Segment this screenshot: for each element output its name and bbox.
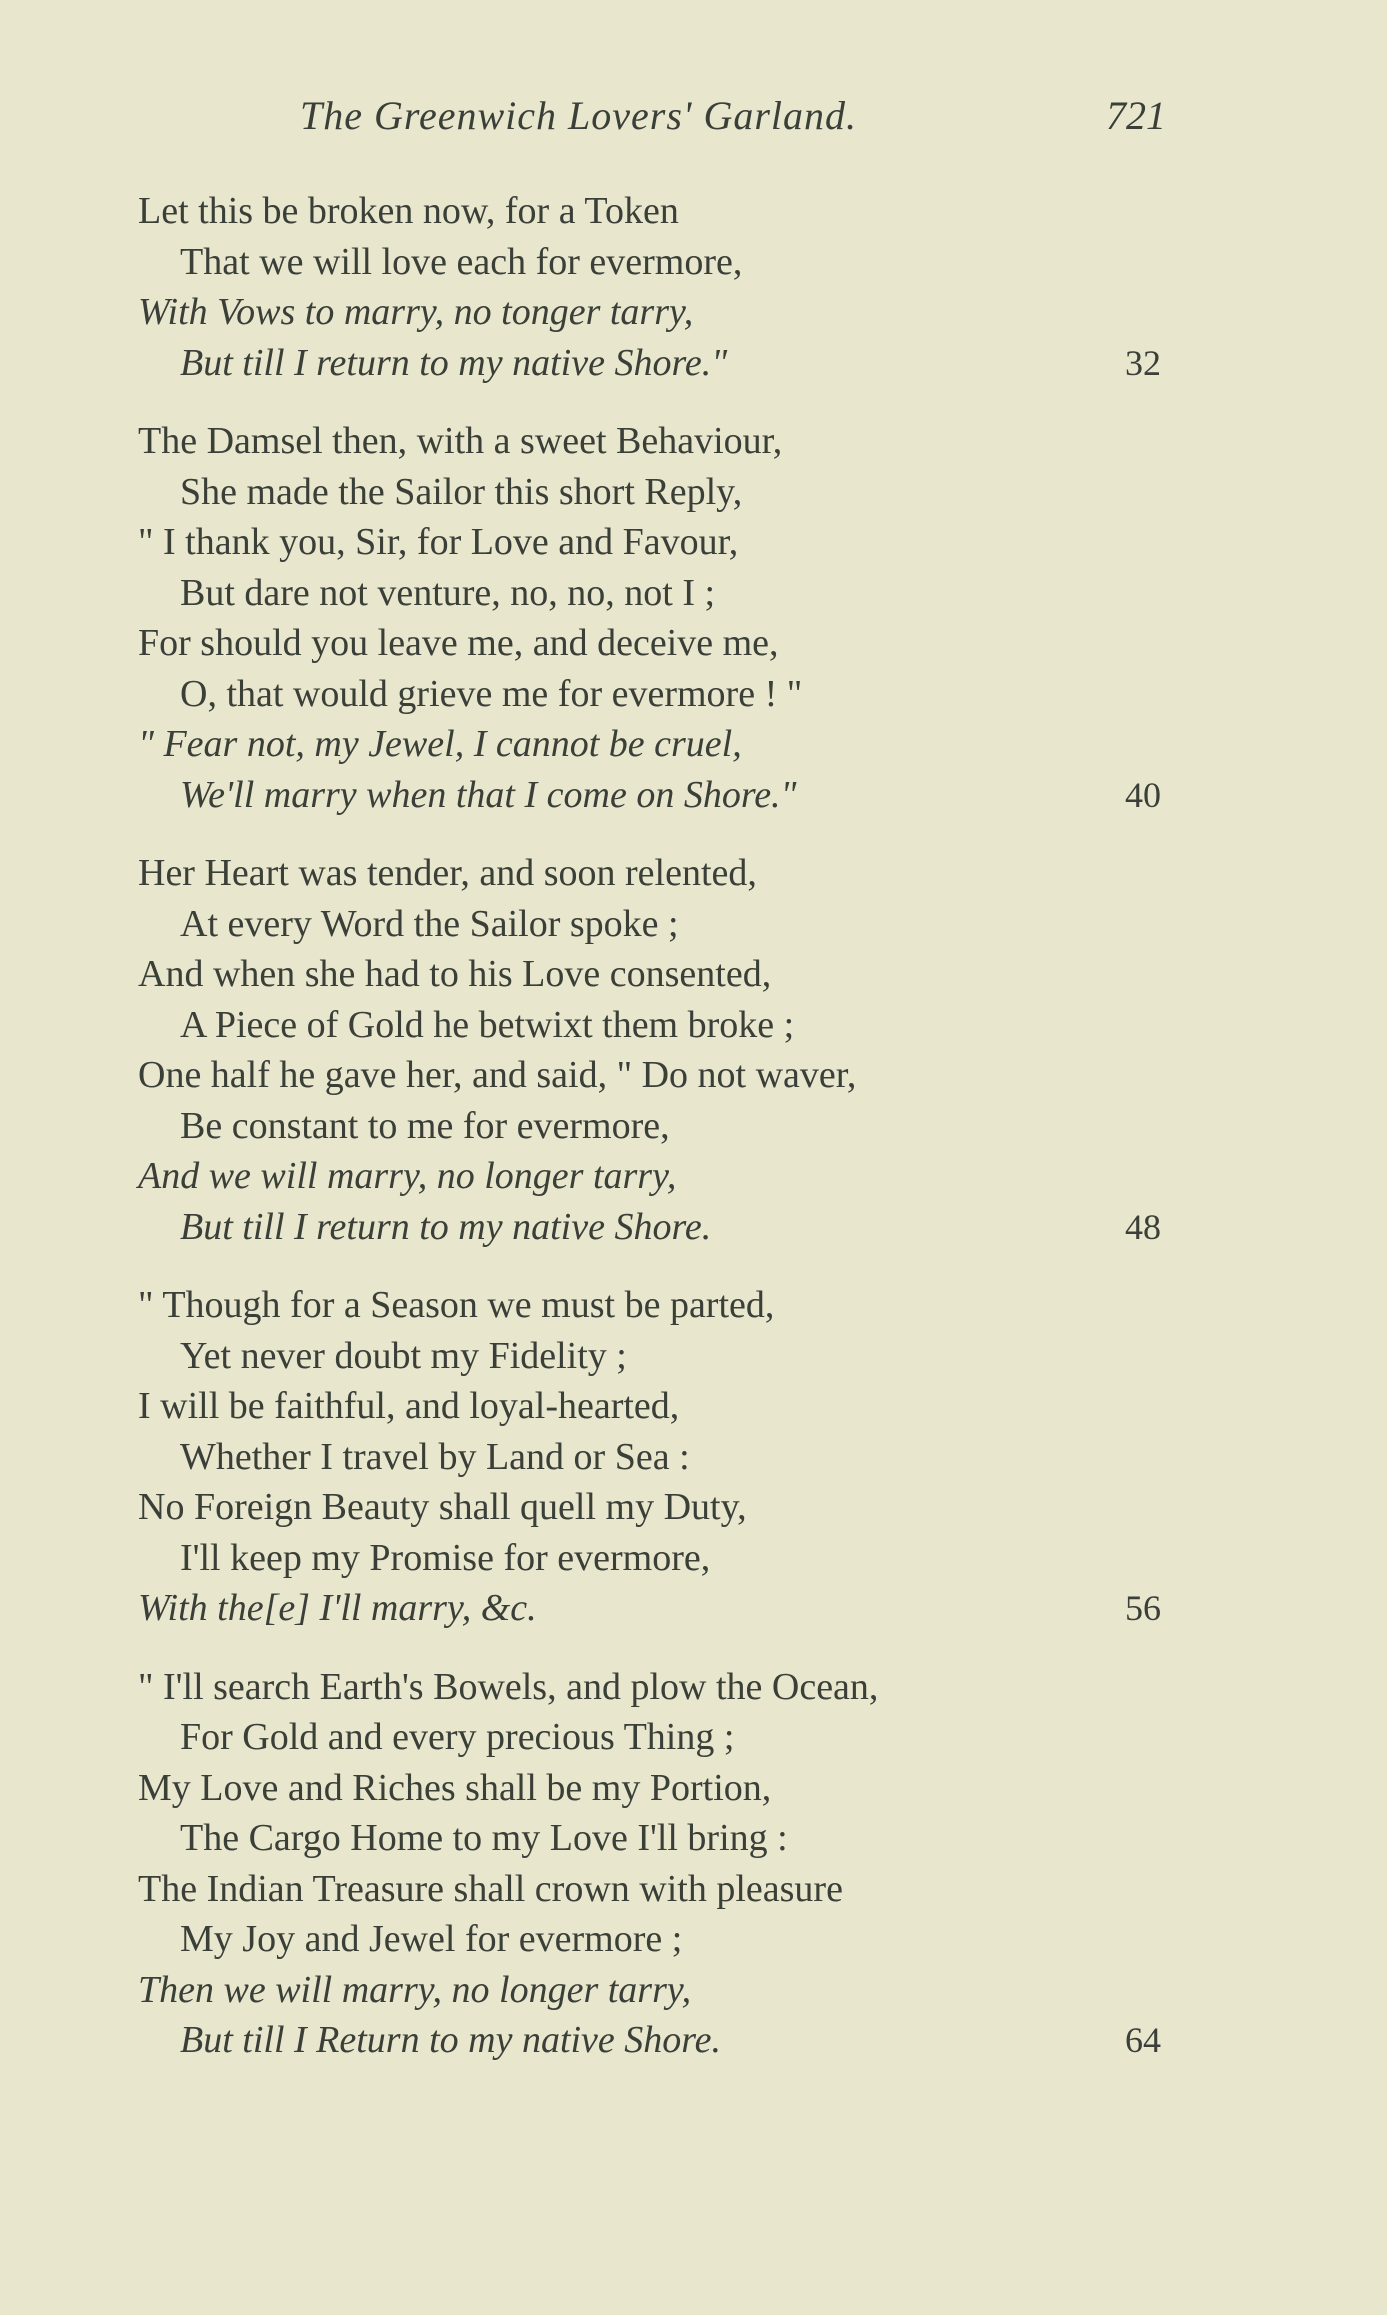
verse-line: Whether I travel by Land or Sea : — [180, 1435, 690, 1478]
verse-line: But till I Return to my native Shore. 64 — [138, 2015, 1258, 2066]
verse-line: And when she had to his Love consented, — [138, 953, 772, 995]
page-number: 721 — [1106, 93, 1166, 138]
verse-line: Be constant to me for evermore, — [180, 1104, 670, 1147]
poem — [138, 186, 1258, 2066]
verse-line: The Damsel then, with a sweet Behaviour, — [138, 420, 783, 462]
verse-line: The Indian Treasure shall crown with pleasure — [138, 1867, 843, 1910]
verse-line: " Fear not, my Jewel, I cannot be cruel, — [138, 723, 742, 765]
verse-line: Her Heart was tender, and soon relented, — [138, 852, 757, 894]
verse-line: She made the Sailor this short Reply, — [180, 470, 743, 513]
verse-line: My Love and Riches shall be my Portion, — [138, 1766, 772, 1809]
running-title: The Greenwich Lovers' Garland. — [300, 93, 858, 138]
verse-line: But dare not venture, no, no, not I ; — [180, 571, 716, 614]
line-number: 40 — [1125, 774, 1161, 815]
verse-line: " I'll search Earth's Bowels, and plow the Ocean, — [138, 1665, 879, 1708]
line-number: 56 — [1125, 1588, 1161, 1628]
verse-line: At every Word the Sailor spoke ; — [180, 902, 679, 945]
verse-line: I will be faithful, and loyal-hearted, — [138, 1385, 680, 1427]
verse-line: With the[e] I'll marry, &c. 56 — [138, 1583, 1258, 1634]
verse-line: A Piece of Gold he betwixt them broke ; — [180, 1003, 795, 1046]
verse-line: No Foreign Beauty shall quell my Duty, — [138, 1486, 747, 1528]
verse-line: But till I return to my native Shore. 48 — [138, 1202, 1258, 1253]
stanza — [138, 1662, 1258, 2066]
verse-line: With Vows to marry, no tonger tarry, — [138, 291, 694, 333]
verse-line: But till I return to my native Shore." 32 — [138, 338, 1258, 389]
verse-line: Let this be broken now, for a Token — [138, 190, 679, 232]
verse-line: That we will love each for evermore, — [180, 240, 743, 283]
verse-line: The Cargo Home to my Love I'll bring : — [180, 1817, 788, 1859]
line-number: 32 — [1125, 342, 1161, 383]
verse-line: For Gold and every precious Thing ; — [180, 1716, 735, 1758]
stanza — [138, 848, 1258, 1252]
verse-line: " I thank you, Sir, for Love and Favour, — [138, 521, 739, 563]
line-number: 64 — [1125, 2020, 1161, 2060]
verse-line: Yet never doubt my Fidelity ; — [180, 1334, 627, 1377]
verse-line: O, that would grieve me for evermore ! " — [180, 672, 803, 715]
verse-line: Then we will marry, no longer tarry, — [138, 1968, 692, 2011]
verse-line: My Joy and Jewel for evermore ; — [180, 1918, 683, 1960]
stanza — [138, 416, 1258, 820]
verse-line: I'll keep my Promise for evermore, — [180, 1536, 711, 1579]
stanza — [138, 186, 1258, 388]
verse-line: For should you leave me, and deceive me, — [138, 622, 779, 664]
verse-line: One half he gave her, and said, " Do not waver, — [138, 1054, 857, 1096]
verse-line: And we will marry, no longer tarry, — [138, 1155, 677, 1197]
verse-line: We'll marry when that I come on Shore." 40 — [138, 770, 1258, 821]
line-number: 48 — [1125, 1206, 1161, 1247]
verse-line: " Though for a Season we must be parted, — [138, 1284, 775, 1326]
stanza — [138, 1280, 1258, 1634]
